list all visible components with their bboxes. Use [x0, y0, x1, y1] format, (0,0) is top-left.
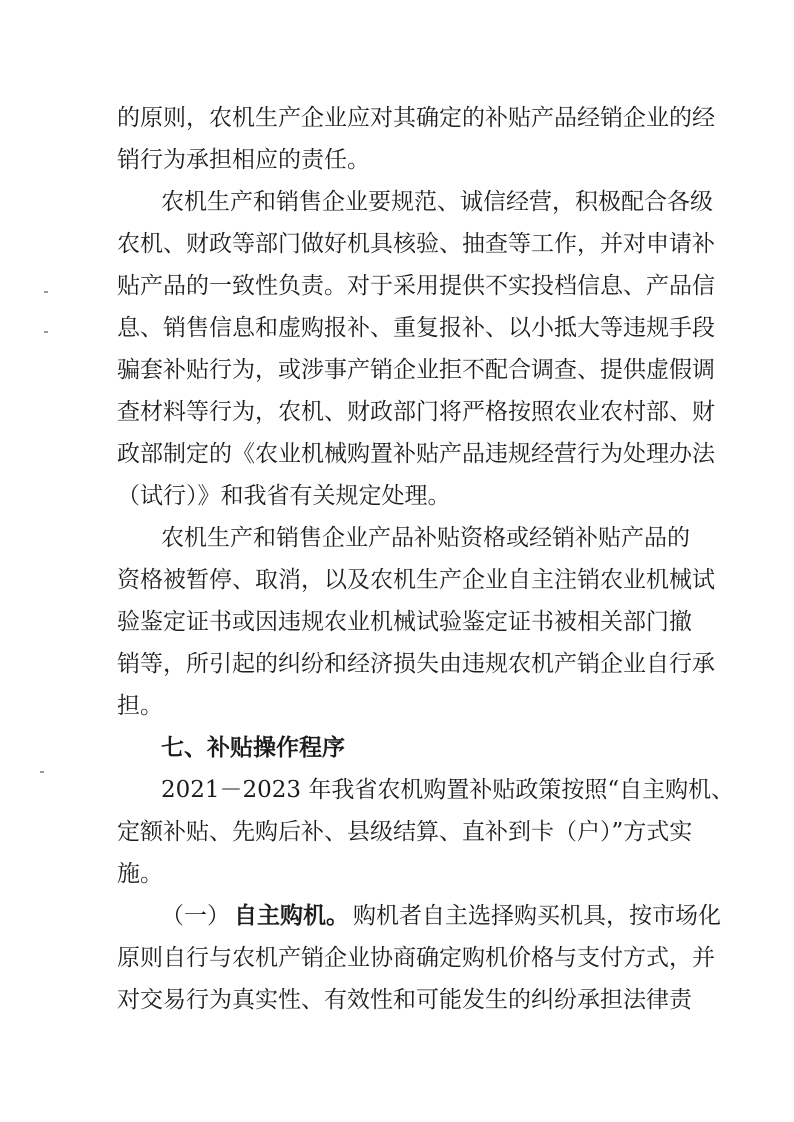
- paragraph-2-line: （试行）》和我省有关规定处理。: [117, 483, 451, 509]
- paragraph-2-line: 农机生产和销售企业要规范、诚信经营，积极配合各级: [161, 189, 713, 215]
- scan-mark: [40, 771, 44, 773]
- paragraph-2-line: 政部制定的《农业机械购置补贴产品违规经营行为处理办法: [117, 441, 715, 467]
- paragraph-2-line: 息、销售信息和虚购报补、重复报补、以小抵大等违规手段: [117, 315, 715, 341]
- paragraph-3-line: 担。: [117, 693, 163, 719]
- paragraph-5-line: 对交易行为真实性、有效性和可能发生的纠纷承担法律责: [117, 987, 692, 1013]
- scan-mark: [44, 291, 48, 293]
- list-number: （一）: [161, 903, 230, 929]
- paragraph-3-line: 验鉴定证书或因违规农业机械试验鉴定证书被相关部门撤: [117, 609, 692, 635]
- paragraph-2-line: 骗套补贴行为，或涉事产销企业拒不配合调查、提供虚假调: [117, 357, 715, 383]
- paragraph-3-line: 资格被暂停、取消，以及农机生产企业自主注销农业机械试: [117, 567, 715, 593]
- paragraph-5-first-line: [161, 901, 721, 931]
- section-heading: 七、补贴操作程序: [161, 735, 345, 761]
- paragraph-5-line: 原则自行与农机产销企业协商确定购机价格与支付方式，并: [117, 945, 715, 971]
- paragraph-5-line: 购机者自主选择购买机具，按市场化: [353, 903, 721, 929]
- scan-mark: [44, 331, 48, 333]
- paragraph-2-line: 农机、财政等部门做好机具核验、抽查等工作，并对申请补: [117, 231, 715, 257]
- paragraph-4-line: 定额补贴、先购后补、县级结算、直补到卡（户）”方式实: [117, 819, 693, 845]
- paragraph-1-line: 的原则，农机生产企业应对其确定的补贴产品经销企业的经: [117, 105, 715, 131]
- list-title: 自主购机。: [234, 903, 349, 929]
- paragraph-4-line: 施。: [117, 861, 163, 887]
- paragraph-2-line: 查材料等行为，农机、财政部门将严格按照农业农村部、财: [117, 399, 715, 425]
- paragraph-2-line: 贴产品的一致性负责。对于采用提供不实投档信息、产品信: [117, 273, 715, 299]
- paragraph-3-line: 销等，所引起的纠纷和经济损失由违规农机产销企业自行承: [117, 651, 715, 677]
- paragraph-4-line: 2021－2023 年我省农机购置补贴政策按照“自主购机、: [161, 777, 735, 803]
- paragraph-1-line: 销行为承担相应的责任。: [117, 147, 370, 173]
- paragraph-3-line: 农机生产和销售企业产品补贴资格或经销补贴产品的: [161, 525, 690, 551]
